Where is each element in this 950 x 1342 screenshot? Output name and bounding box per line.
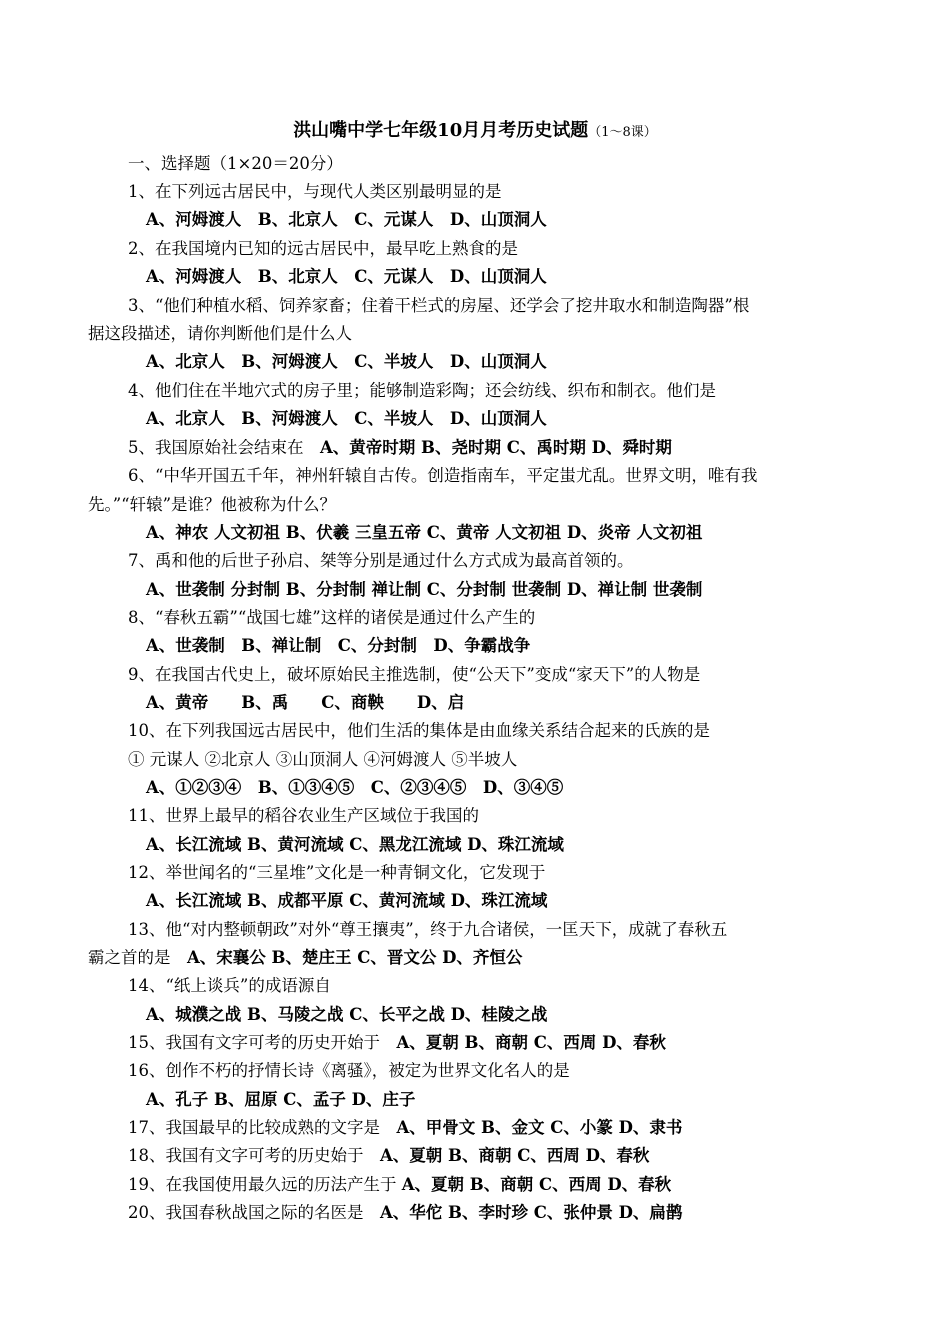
question-18-options: A、夏朝 B、商朝 C、西周 D、春秋 [380, 1146, 650, 1165]
question-11-options: A、长江流域 B、黄河流域 C、黑龙江流域 D、珠江流域 [146, 835, 564, 854]
question-10-options: A、①②③④ B、①③④⑤ C、②③④⑤ D、③④⑤ [146, 778, 564, 797]
question-13-line-1: 13、他“对内整顿朝政”对外“尊王攘夷”，终于九合诸侯，一匡天下，成就了春秋五 [128, 920, 728, 939]
question-13-text: 霸之首的是 [88, 948, 187, 967]
question-2: 2、在我国境内已知的远古居民中，最早吃上熟食的是 [128, 239, 518, 258]
question-6-line-1: 6、“中华开国五千年，神州轩辕自古传。创造指南车，平定蚩尤乱。世界文明，唯有我 [128, 466, 758, 485]
question-1: 1、在下列远古居民中，与现代人类区别最明显的是 [128, 182, 502, 201]
question-5-text: 5、我国原始社会结束在 [128, 438, 320, 457]
question-7-options: A、世袭制 分封制 B、分封制 禅让制 C、分封制 世袭制 D、禅让制 世袭制 [146, 580, 703, 599]
question-7: 7、禹和他的后世子孙启、桀等分别是通过什么方式成为最高首领的。 [128, 551, 634, 570]
question-16: 16、创作不朽的抒情长诗《离骚》，被定为世界文化名人的是 [128, 1061, 570, 1080]
question-1-options: A、河姆渡人 B、北京人 C、元谋人 D、山顶洞人 [146, 210, 547, 229]
question-5 [128, 434, 888, 458]
question-4-options: A、北京人 B、河姆渡人 C、半坡人 D、山顶洞人 [146, 409, 547, 428]
question-6-options: A、神农 人文初祖 B、伏羲 三皇五帝 C、黄帝 人文初祖 D、炎帝 人文初祖 [146, 523, 703, 542]
question-12-options: A、长江流域 B、成都平原 C、黄河流域 D、珠江流域 [146, 891, 548, 910]
question-17-options: A、甲骨文 B、金文 C、小篆 D、隶书 [396, 1118, 683, 1137]
question-20 [128, 1199, 888, 1223]
question-3-line-2: 据这段描述，请你判断他们是什么人 [88, 324, 352, 343]
section-heading: 一、选择题（1×20＝20分） [128, 154, 343, 173]
question-15-options: A、夏朝 B、商朝 C、西周 D、春秋 [396, 1033, 666, 1052]
question-20-options: A、华佗 B、李时珍 C、张仲景 D、扁鹊 [380, 1203, 683, 1222]
question-8-options: A、世袭制 B、禅让制 C、分封制 D、争霸战争 [146, 636, 531, 655]
question-5-options: A、黄帝时期 B、尧时期 C、禹时期 D、舜时期 [320, 438, 672, 457]
title-subtitle: （1～8课） [588, 125, 657, 140]
question-3-line-1: 3、“他们种植水稻、饲养家畜；住着干栏式的房屋、还学会了挖井取水和制造陶器”根 [128, 296, 750, 315]
question-2-options: A、河姆渡人 B、北京人 C、元谋人 D、山顶洞人 [146, 267, 547, 286]
question-4: 4、他们住在半地穴式的房子里；能够制造彩陶；还会纺线、织布和制衣。他们是 [128, 381, 716, 400]
exam-title [0, 116, 950, 142]
question-15 [128, 1029, 888, 1053]
title-text: 洪山嘴中学七年级10月月考历史试题 [293, 120, 589, 141]
question-13-line-2 [88, 944, 848, 968]
question-16-options: A、孔子 B、屈原 C、孟子 D、庄子 [146, 1090, 416, 1109]
question-9: 9、在我国古代史上，破坏原始民主推选制，使“公天下”变成“家天下”的人物是 [128, 665, 701, 684]
question-10-list: ① 元谋人 ②北京人 ③山顶洞人 ④河姆渡人 ⑤半坡人 [128, 750, 518, 769]
question-20-text: 20、我国春秋战国之际的名医是 [128, 1203, 380, 1222]
question-3-options: A、北京人 B、河姆渡人 C、半坡人 D、山顶洞人 [146, 352, 547, 371]
question-14: 14、“纸上谈兵”的成语源自 [128, 976, 331, 995]
question-9-options: A、黄帝 B、禹 C、商鞅 D、启 [146, 693, 465, 712]
question-11: 11、世界上最早的稻谷农业生产区域位于我国的 [128, 806, 479, 825]
question-18 [128, 1142, 888, 1166]
question-6-line-2: 先。”“轩辕”是谁？他被称为什么？ [88, 495, 337, 514]
question-18-text: 18、我国有文字可考的历史始于 [128, 1146, 380, 1165]
question-10: 10、在下列我国远古居民中，他们生活的集体是由血缘关系结合起来的氏族的是 [128, 721, 710, 740]
question-19 [128, 1171, 888, 1195]
question-8: 8、“春秋五霸”“战国七雄”这样的诸侯是通过什么产生的 [128, 608, 536, 627]
question-19-options: A、夏朝 B、商朝 C、西周 D、春秋 [401, 1175, 672, 1194]
question-17-text: 17、我国最早的比较成熟的文字是 [128, 1118, 397, 1137]
question-17 [128, 1114, 888, 1138]
question-19-text: 19、在我国使用最久远的历法产生于 [128, 1175, 402, 1194]
question-14-options: A、城濮之战 B、马陵之战 C、长平之战 D、桂陵之战 [146, 1005, 548, 1024]
question-13-options: A、宋襄公 B、楚庄王 C、晋文公 D、齐恒公 [187, 948, 523, 967]
question-12: 12、举世闻名的“三星堆”文化是一种青铜文化，它发现于 [128, 863, 546, 882]
question-15-text: 15、我国有文字可考的历史开始于 [128, 1033, 397, 1052]
